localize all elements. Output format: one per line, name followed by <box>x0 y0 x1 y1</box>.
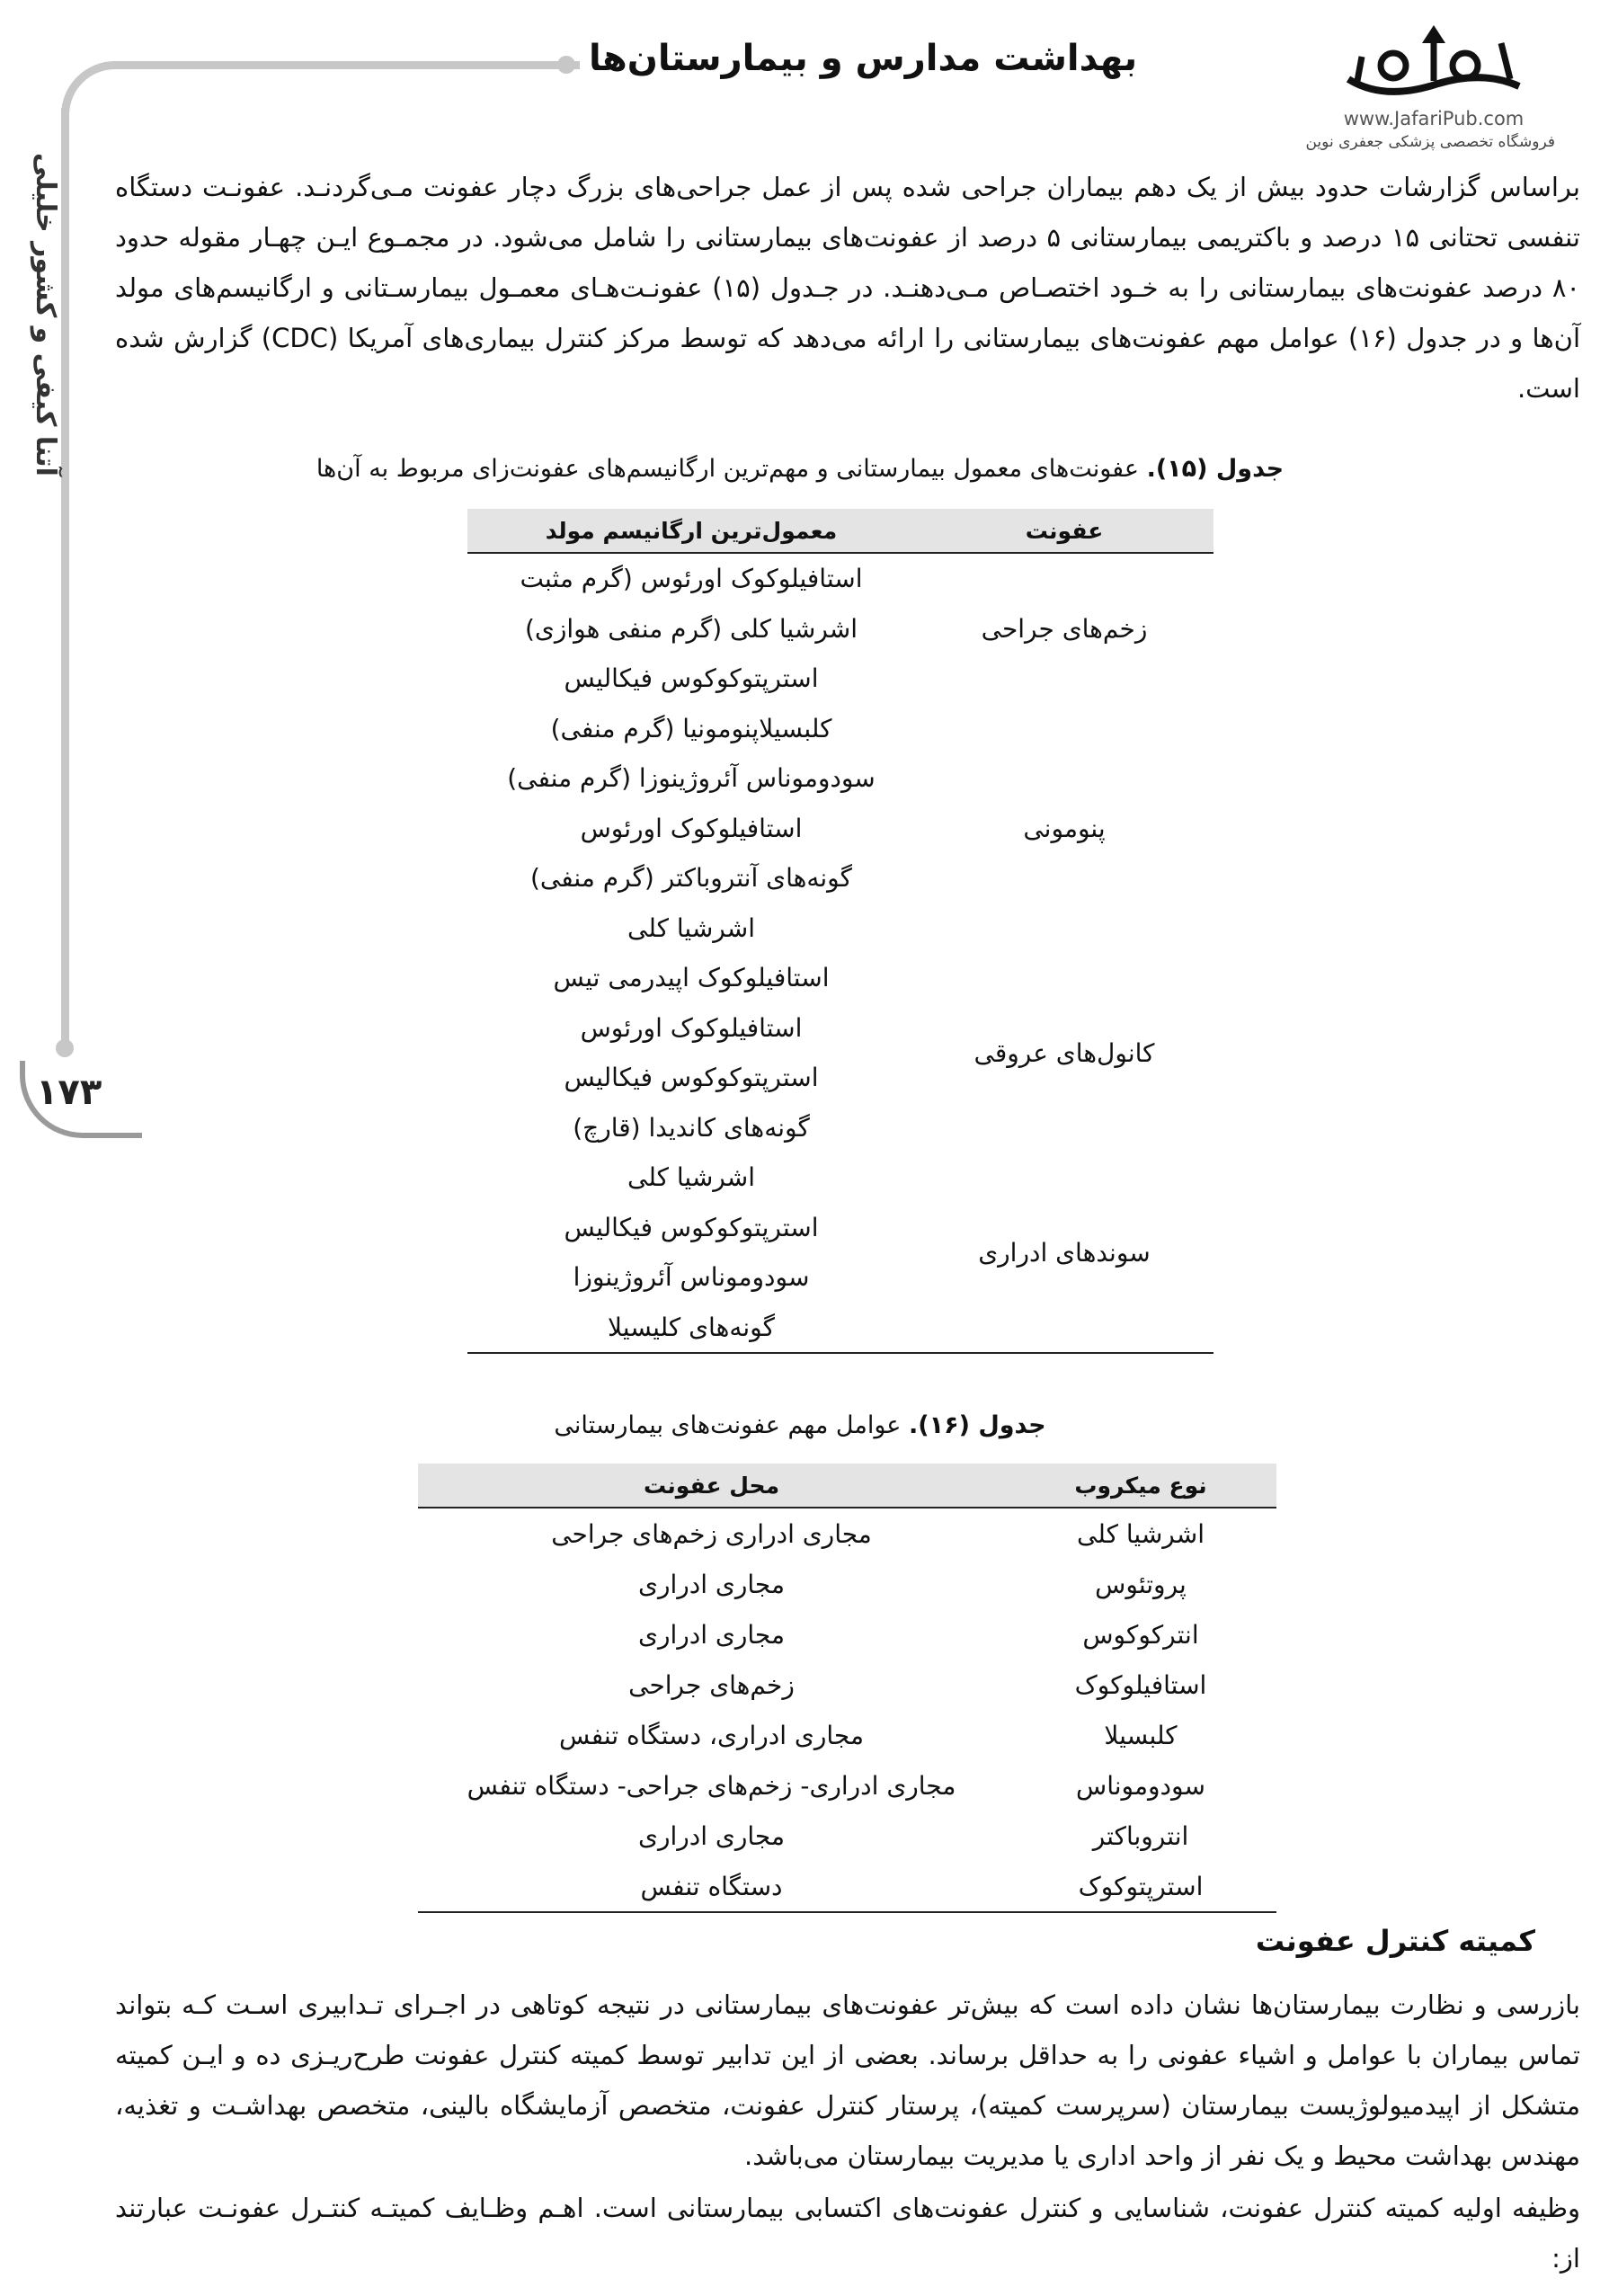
table16-row <box>418 1710 1276 1760</box>
section-heading: کمیته کنترل عفونت <box>1255 1924 1535 1958</box>
publisher-logo <box>1305 16 1555 169</box>
table15-organism: اشرشیا کلی (گرم منفی هوازی) <box>524 613 858 644</box>
logo-url: www.JafariPub.com <box>1343 108 1525 129</box>
table15-header-infection: عفونت <box>915 509 1214 553</box>
table15-infection-cell: زخم‌های جراحی <box>981 613 1148 644</box>
table16-row <box>418 1861 1276 1912</box>
logo-subtitle: فروشگاه تخصصی پزشکی جعفری نوین <box>1305 133 1555 151</box>
intro-paragraph: براساس گزارشات حدود بیش از یک دهم بیماران جراحی شده پس از عمل جراحی‌های بزرگ دچار عفونت مـی‌گردنـد. عفونـت دستگاه تنفسی تحتانی ۱۵ درصد و باکتریمی بیمارستانی ۵ درصد از عفونت‌های بیمارستانی را شامل می‌شود. در مجمـوع ایـن چهـار مقوله حدود ۸۰ درصد عفونت‌های بیمارستانی را به خـود اختصـاص مـی‌دهنـد. در جـدول (۱۵) عفونـت‌هـای معمـول بیمارسـتانی و ارگانیسم‌های مولد آن‌ها و در جدول (۱۶) عوامل مهم عفونت‌های بیمارستانی را ارائه می‌دهد که توسط مرکز کنترل بیماری‌های آمریکا (CDC) گزارش شده است. <box>115 172 1581 404</box>
table16-body <box>418 1508 1276 1912</box>
table16-site-cell: مجاری ادراری <box>638 1820 785 1851</box>
table16-site-cell: مجاری ادراری- زخم‌های جراحی- دستگاه تنفس <box>467 1770 956 1801</box>
table15-organism: گونه‌های کاندیدا (قارچ) <box>573 1112 810 1143</box>
table16-microbe-cell: اشرشیا کلی <box>1077 1518 1205 1549</box>
table15-caption-text: عفونت‌های معمول بیمارستانی و مهم‌ترین ارگانیسم‌های عفونت‌زای مربوط به آن‌ها <box>316 455 1139 483</box>
table15-organism: استرپتوکوکوس فیکالیس <box>564 1063 819 1092</box>
table16-row <box>418 1508 1276 1559</box>
table15-organism: استرپتوکوکوس فیکالیس <box>564 1212 819 1242</box>
table16-site-cell: مجاری ادراری <box>638 1569 785 1599</box>
table15-organisms-cell <box>467 553 915 704</box>
header-frame-line <box>61 61 580 123</box>
table15-organism: استافیلوکوک اورئوس <box>580 813 803 843</box>
table15-organism: استافیلوکوک اورئوس <box>580 1012 803 1043</box>
table15-infection-cell: پنومونی <box>1023 813 1106 843</box>
table16-header-site: محل عفونت <box>418 1464 1005 1508</box>
table15-row <box>467 1152 1214 1353</box>
table15 <box>467 509 1214 1354</box>
table15-organism: اشرشیا کلی <box>627 912 755 943</box>
table16-caption <box>270 1411 1330 1439</box>
table15-organism: سودوموناس آئروژینوزا <box>573 1262 810 1292</box>
table16-site-cell: زخم‌های جراحی <box>628 1669 795 1700</box>
table15-organisms-cell <box>467 704 915 954</box>
side-frame-line <box>61 108 69 1043</box>
table15-caption-label: جدول (۱۵). <box>1146 455 1285 483</box>
table15-row <box>467 953 1214 1152</box>
table15-infection-cell: کانول‌های عروقی <box>973 1037 1155 1068</box>
table16-microbe-cell: استرپتوکوک <box>1078 1871 1204 1901</box>
table16-site-cell: مجاری ادراری زخم‌های جراحی <box>551 1518 872 1549</box>
table15-row <box>467 553 1214 704</box>
table15-organisms-cell <box>467 953 915 1152</box>
table15-caption <box>270 455 1330 483</box>
table15-organism: سودوموناس آئروژینوزا (گرم منفی) <box>507 763 876 793</box>
frame-dot <box>557 56 575 74</box>
side-author-title: آتنا کیفی و کشور خلیلی <box>30 153 61 476</box>
running-header-title: بهداشت مدارس و بیمارستان‌ها <box>589 38 1138 79</box>
table15-organism: استافیلوکوک اپیدرمی تیس <box>553 963 830 992</box>
table15-organism: استرپتوکوکوس فیکالیس <box>564 663 819 693</box>
table16-row <box>418 1760 1276 1811</box>
table15-infection-cell: سوندهای ادراری <box>978 1237 1151 1268</box>
section-paragraph-1: بازرسی و نظارت بیمارستان‌ها نشان داده است که بیش‌تر عفونت‌های بیمارستانی در نتیجه کوتاهی در اجـرای تـدابیری اسـت کـه بتواند تماس بیماران با عوامل و اشیاء عفونی را به حداقل برساند. بعضی از این تدابیر توسط کمیته کنترل عفونت طرح‌ریـزی ده و ایـن کمیته متشکل از اپیدمیولوژیست بیمارستان (سرپرست کمیته)، پرستار کنترل عفونت، متخصص آزمایشگاه بالینی، متخصص بهداشـت و تغذیه، مهندس بهداشت محیط و یک نفر از واحد اداری یا مدیریت بیمارستان می‌باشد. <box>115 1989 1580 2171</box>
table16-header-microbe: نوع میکروب <box>1005 1464 1276 1508</box>
table15-row <box>467 704 1214 954</box>
table16-caption-label: جدول (۱۶). <box>909 1411 1046 1439</box>
table15-organism: گونه‌های آنتروباکتر (گرم منفی) <box>530 863 852 893</box>
table16-caption-text: عوامل مهم عفونت‌های بیمارستانی <box>554 1411 902 1439</box>
table15-header-organism: معمول‌ترین ارگانیسم مولد <box>467 509 915 553</box>
table15-organism: کلبسیلاپنومونیا (گرم منفی) <box>550 713 832 743</box>
table16-site-cell: دستگاه تنفس <box>640 1871 783 1901</box>
section-paragraph-2: وظیفه اولیه کمیته کنترل عفونت، شناسایی و کنترل عفونت‌های اکتسابی بیمارستانی است. اهـم وظـایف کمیتـه کنتـرل عفونـت عبارتند از: <box>115 2193 1580 2274</box>
table15-body <box>467 553 1214 1353</box>
table15-organism: اشرشیا کلی <box>627 1162 755 1192</box>
frame-dot <box>56 1039 74 1057</box>
table16-microbe-cell: انترکوکوس <box>1082 1619 1199 1650</box>
table16-row <box>418 1559 1276 1609</box>
table16-microbe-cell: سودوموناس <box>1076 1770 1205 1801</box>
table16-row <box>418 1609 1276 1660</box>
table16-microbe-cell: انتروباکتر <box>1092 1820 1189 1851</box>
table15-organisms-cell <box>467 1152 915 1353</box>
table15-organism: استافیلوکوک اورئوس (گرم مثبت <box>520 564 863 593</box>
table16-site-cell: مجاری ادراری، دستگاه تنفس <box>559 1720 864 1750</box>
table16-site-cell: مجاری ادراری <box>638 1619 785 1650</box>
table16-row <box>418 1660 1276 1710</box>
table16-microbe-cell: کلبسیلا <box>1104 1720 1178 1750</box>
table16-microbe-cell: استافیلوکوک <box>1074 1669 1207 1700</box>
table16-row <box>418 1811 1276 1861</box>
table15-organism: گونه‌های کلیسیلا <box>608 1312 775 1342</box>
logo-mark-icon <box>1330 16 1537 106</box>
table16-microbe-cell: پروتئوس <box>1095 1569 1187 1599</box>
page-number: ۱۷۳ <box>36 1072 102 1113</box>
table16 <box>418 1464 1276 1913</box>
